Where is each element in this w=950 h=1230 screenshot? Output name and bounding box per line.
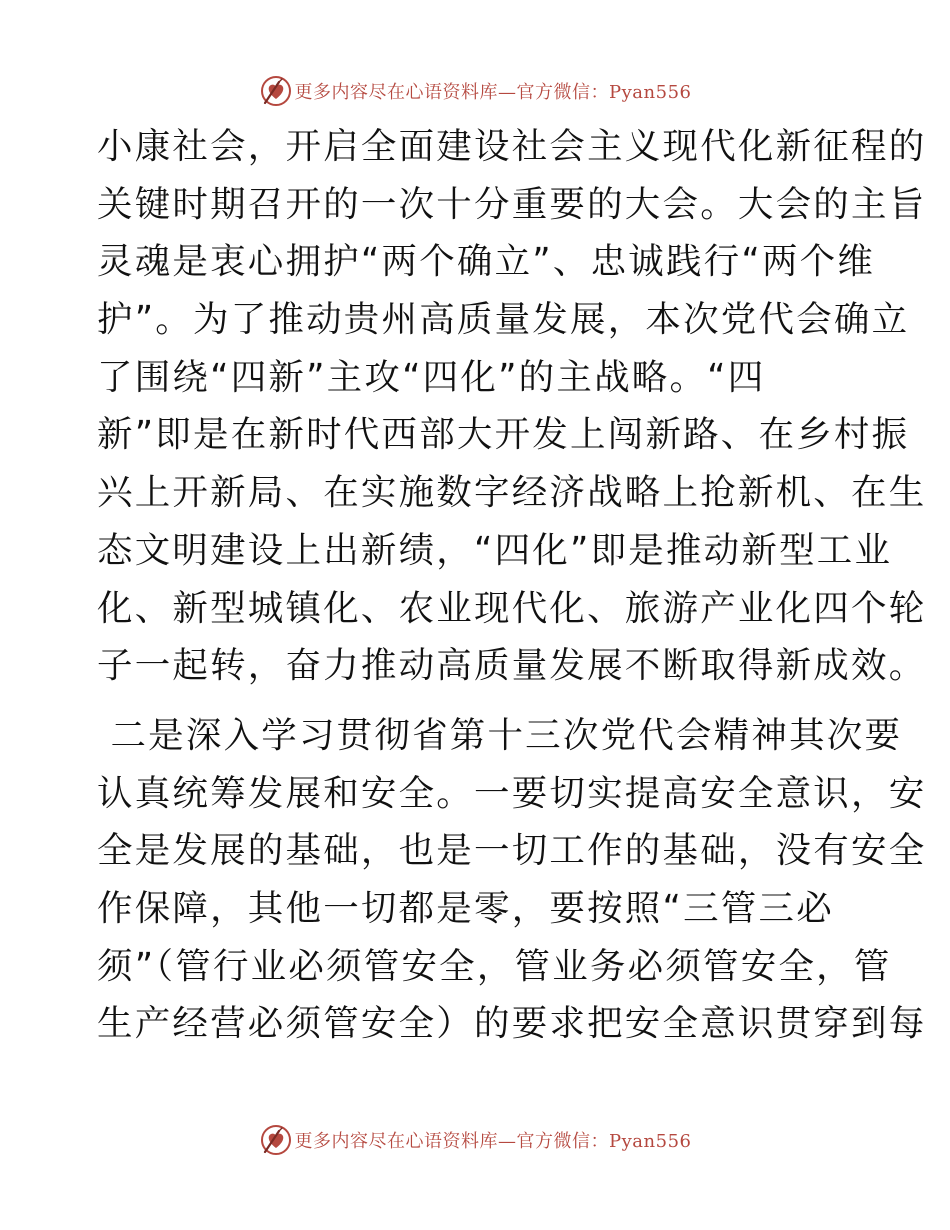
header-watermark — [0, 71, 950, 111]
heart-pen-logo-icon — [259, 74, 293, 108]
heart-pen-logo-icon — [259, 1123, 293, 1157]
text-line: 新”即是在新时代西部大开发上闯新路、在乡村振 — [97, 414, 910, 456]
document-body — [97, 118, 927, 1053]
footer-watermark — [0, 1120, 950, 1160]
paragraph-gap — [97, 695, 857, 707]
text-line: 生产经营必须管安全）的要求把安全意识贯穿到每 — [97, 1003, 927, 1045]
text-line: 关键时期召开的一次十分重要的大会。大会的主旨 — [97, 183, 927, 225]
text-line: 了围绕“四新”主攻“四化”的主战略。“四 — [97, 356, 766, 398]
text-line: 护”。为了推动贵州高质量发展，本次党代会确立 — [97, 299, 910, 341]
text-line: 子一起转，奋力推动高质量发展不断取得新成效。 — [97, 645, 927, 687]
paragraph-1 — [97, 118, 927, 695]
text-line: 化、新型城镇化、农业现代化、旅游产业化四个轮 — [97, 587, 927, 629]
text-line: 二是深入学习贯彻省第十三次党代会精神其次要 — [97, 714, 903, 756]
text-line: 认真统筹发展和安全。一要切实提高安全意识，安 — [97, 772, 927, 814]
text-line: 灵魂是衷心拥护“两个确立”、忠诚践行“两个维 — [97, 241, 876, 283]
text-line: 须”（管行业必须管安全，管业务必须管安全，管 — [97, 945, 892, 987]
text-line: 作保障，其他一切都是零，要按照“三管三必 — [97, 887, 834, 929]
text-line: 小康社会，开启全面建设社会主义现代化新征程的 — [97, 126, 927, 167]
paragraph-2 — [97, 707, 927, 1053]
watermark-text: 更多内容尽在心语资料库—官方微信：Pyan556 — [294, 1131, 692, 1152]
text-line: 兴上开新局、在实施数字经济战略上抢新机、在生 — [97, 472, 927, 514]
watermark-text: 更多内容尽在心语资料库—官方微信：Pyan556 — [294, 82, 692, 103]
text-line: 态文明建设上出新绩，“四化”即是推动新型工业 — [97, 529, 893, 571]
text-line: 全是发展的基础，也是一切工作的基础，没有安全 — [97, 830, 927, 872]
